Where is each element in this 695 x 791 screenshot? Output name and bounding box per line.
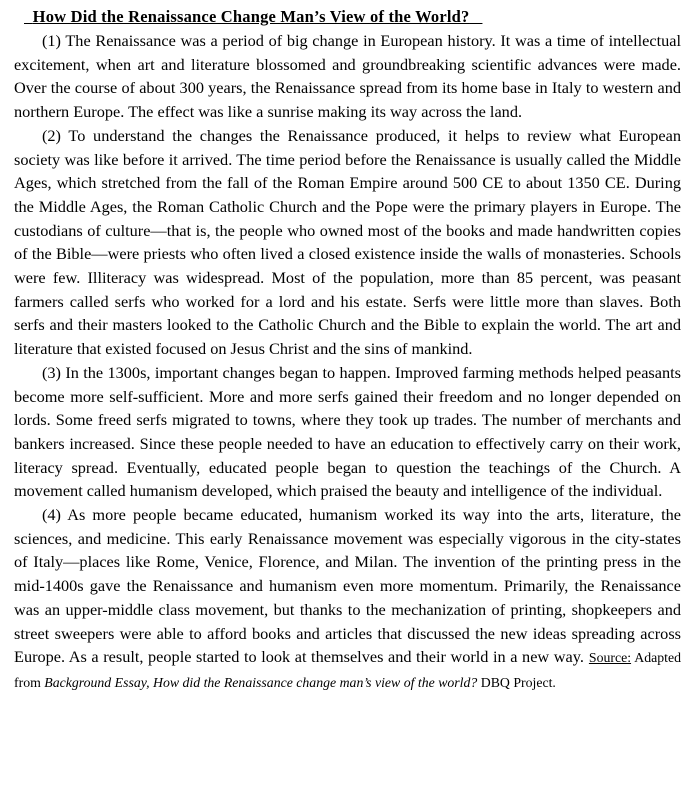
source-work-title: Background Essay, How did the Renaissance change man’s view of the world? [44,674,478,690]
title-underline-pad-right [469,7,482,26]
source-label: Source: [588,650,632,666]
title-underline-pad-left [24,7,33,26]
paragraph-3: (3) In the 1300s, important changes began to happen. Improved farming methods helped peasants become more self-sufficient. More and more serfs gained their freedom and no longer depended on lords. Some freed serfs migrated to towns, where they took up trades. The number of merchants and bankers increased. Since these people needed to have an education to effectively carry on their work, literacy spread. Eventually, educated people began to question the teachings of the Church. A movement called humanism developed, which praised the beauty and intelligence of the individual. [14,362,681,501]
source-attribution: Adapted from [14,650,681,690]
document-body [14,29,681,695]
paragraph-4-text: (4) As more people became educated, humanism worked its way into the arts, literature, the sciences, and medicine. This early Renaissance movement was especially vigorous in the city-states of Italy—places like Rome, Venice, Florence, and Milan. The invention of the printing press in the mid-1400s gave the Renaissance and humanism even more momentum. Primarily, the Renaissance was an upper-middle class movement, but thanks to the mechanization of printing, shopkeepers and street sweepers were able to afford books and articles that discussed the new ideas spreading across Europe. As a result, people started to look at themselves and their world in a new way. [14,505,681,667]
document-title [24,5,681,29]
paragraph-4 [14,503,681,695]
paragraph-1: (1) The Renaissance was a period of big change in European history. It was a time of intellectual excitement, when art and literature blossomed and groundbreaking scientific advances were made. Over the course of about 300 years, the Renaissance spread from its home base in Italy to western and northern Europe. The effect was like a sunrise making its way across the land. [14,31,681,122]
source-publisher: DBQ Project. [477,674,556,690]
document-title-text: How Did the Renaissance Change Man’s View of the World? [32,7,470,26]
paragraph-2: (2) To understand the changes the Renaissance produced, it helps to review what European society was like before it arrived. The time period before the Renaissance is usually called the Middle Ages, which stretched from the fall of the Roman Empire around 500 CE to about 1350 CE. During the Middle Ages, the Roman Catholic Church and the Pope were the primary players in Europe. The custodians of culture—that is, the people who owned most of the books and made handwritten copies of the Bible—were priests who often lived a closed existence inside the walls of monasteries. Schools were few. Illiteracy was widespread. Most of the population, more than 85 percent, was peasant farmers called serfs who worked for a lord and his estate. Serfs were little more than slaves. Both serfs and their masters looked to the Catholic Church and the Bible to explain the world. The art and literature that existed focused on Jesus Christ and the sins of mankind. [14,125,681,359]
